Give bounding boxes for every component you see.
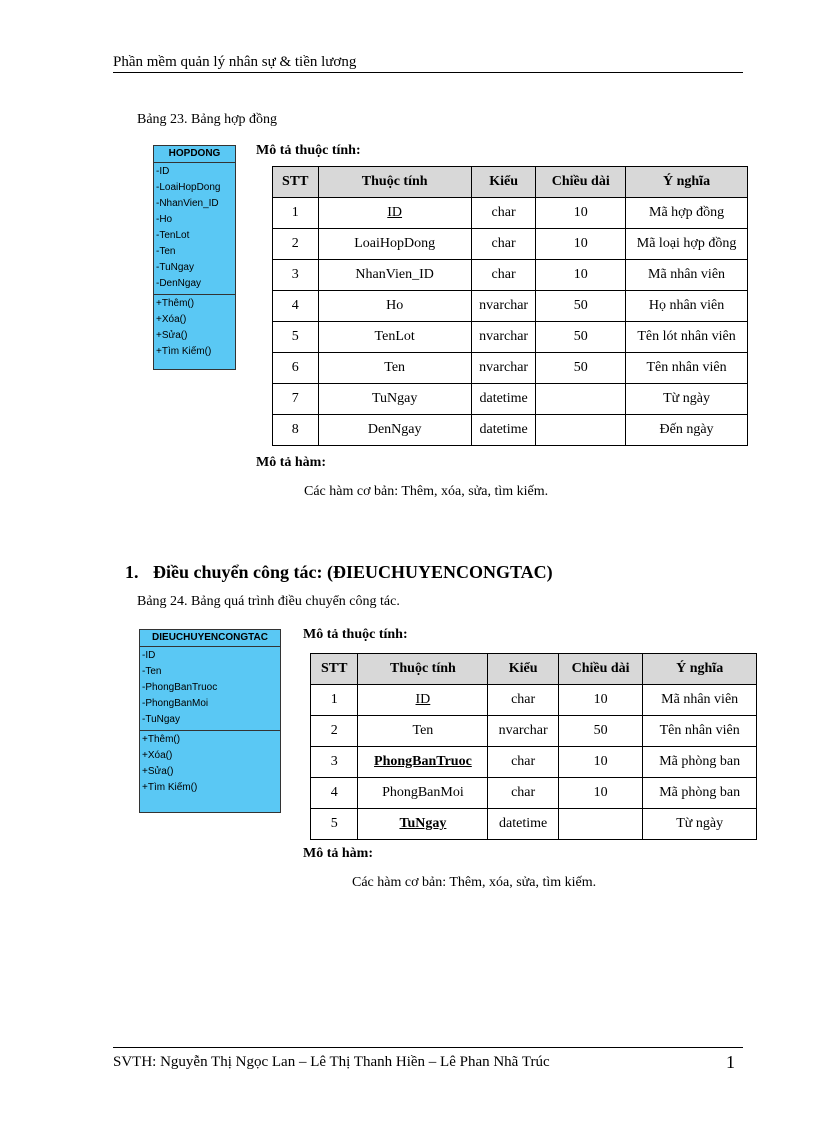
table-cell: Mã phòng ban xyxy=(643,778,757,809)
uml-member: -ID xyxy=(156,166,170,177)
uml-operations xyxy=(140,731,280,796)
table-cell: 10 xyxy=(536,260,626,291)
table-row xyxy=(273,198,748,229)
hopdong-uml-class-box xyxy=(153,145,236,370)
page-header-title: Phần mềm quản lý nhân sự & tiền lương xyxy=(113,54,357,70)
table-cell: char xyxy=(471,260,536,291)
table-cell: 10 xyxy=(558,685,643,716)
table-cell: nvarchar xyxy=(471,353,536,384)
table-cell: Ten xyxy=(358,716,488,747)
table-cell: datetime xyxy=(471,415,536,446)
table-cell xyxy=(558,809,643,840)
table-cell: 10 xyxy=(558,747,643,778)
table-cell: 3 xyxy=(273,260,319,291)
table24-func-text: Các hàm cơ bản: Thêm, xóa, sửa, tìm kiếm. xyxy=(352,875,597,890)
table-header-row xyxy=(273,167,748,198)
uml-member: -DenNgay xyxy=(156,278,202,289)
footer-authors: SVTH: Nguyễn Thị Ngọc Lan – Lê Thị Thanh Hiền – Lê Phan Nhã Trúc xyxy=(113,1054,550,1070)
table-cell: 1 xyxy=(273,198,319,229)
table-cell: Mã loại hợp đồng xyxy=(626,229,748,260)
table-cell: 10 xyxy=(536,198,626,229)
table-cell: 50 xyxy=(558,716,643,747)
table-cell: Mã nhân viên xyxy=(643,685,757,716)
table-cell: DenNgay xyxy=(318,415,471,446)
footer-divider xyxy=(113,1047,743,1048)
table-cell: Ho xyxy=(318,291,471,322)
table24-attr-heading: Mô tả thuộc tính: xyxy=(303,627,408,642)
uml-attributes xyxy=(140,647,280,731)
table-cell: Tên nhân viên xyxy=(626,353,748,384)
table-cell: 50 xyxy=(536,291,626,322)
table-cell: LoaiHopDong xyxy=(318,229,471,260)
table23-func-heading: Mô tả hàm: xyxy=(256,455,326,470)
uml-member: +Xóa() xyxy=(156,314,187,325)
uml-member: -Ho xyxy=(156,214,173,225)
table-cell: Mã phòng ban xyxy=(643,747,757,778)
table23-func-text: Các hàm cơ bản: Thêm, xóa, sửa, tìm kiếm. xyxy=(304,484,549,499)
table-row xyxy=(311,809,757,840)
uml-member: +Sửa() xyxy=(142,766,174,777)
column-header: Chiều dài xyxy=(536,167,626,198)
uml-member: +Thêm() xyxy=(156,298,195,309)
uml-member: +Tìm Kiếm() xyxy=(142,782,198,793)
table-cell: nvarchar xyxy=(488,716,558,747)
table-cell: Họ nhân viên xyxy=(626,291,748,322)
table-cell: 3 xyxy=(311,747,358,778)
dieuchuyen-uml-class-box xyxy=(139,629,281,813)
table-cell: char xyxy=(471,198,536,229)
uml-attributes xyxy=(154,163,235,295)
table-cell: 6 xyxy=(273,353,319,384)
table-cell: TuNgay xyxy=(318,384,471,415)
table-cell: 50 xyxy=(536,322,626,353)
table24-caption: Bảng 24. Bảng quá trình điều chuyển công tác. xyxy=(137,594,400,609)
table-row xyxy=(273,291,748,322)
uml-member: -ID xyxy=(142,650,156,661)
table-cell: ID xyxy=(318,198,471,229)
table-cell: 7 xyxy=(273,384,319,415)
table-cell: Tên nhân viên xyxy=(643,716,757,747)
column-header: Thuộc tính xyxy=(358,654,488,685)
section-heading xyxy=(125,562,553,583)
column-header: STT xyxy=(311,654,358,685)
table-cell: datetime xyxy=(488,809,558,840)
uml-operations xyxy=(154,295,235,360)
table-cell: 10 xyxy=(536,229,626,260)
table-cell: 5 xyxy=(273,322,319,353)
table23-caption: Bảng 23. Bảng hợp đồng xyxy=(137,112,278,127)
table-cell: char xyxy=(488,778,558,809)
table-cell: datetime xyxy=(471,384,536,415)
table-row xyxy=(311,716,757,747)
table-cell xyxy=(536,415,626,446)
table-cell: 4 xyxy=(273,291,319,322)
table-cell: 5 xyxy=(311,809,358,840)
table-cell: TenLot xyxy=(318,322,471,353)
table-row xyxy=(273,322,748,353)
table-cell: 4 xyxy=(311,778,358,809)
header-divider xyxy=(113,72,743,73)
table-cell: ID xyxy=(358,685,488,716)
table-cell: 10 xyxy=(558,778,643,809)
column-header: Ý nghĩa xyxy=(643,654,757,685)
table-cell: char xyxy=(488,747,558,778)
uml-class-name: HOPDONG xyxy=(154,146,235,163)
uml-class-name: DIEUCHUYENCONGTAC xyxy=(140,630,280,647)
table23-attributes-table xyxy=(272,166,748,446)
table-cell: Từ ngày xyxy=(626,384,748,415)
table-cell: char xyxy=(488,685,558,716)
table-row xyxy=(311,747,757,778)
uml-member: +Sửa() xyxy=(156,330,188,341)
table-row xyxy=(273,229,748,260)
table-cell: PhongBanMoi xyxy=(358,778,488,809)
uml-member: -NhanVien_ID xyxy=(156,198,219,209)
table-row xyxy=(273,353,748,384)
uml-member: -Ten xyxy=(156,246,176,257)
uml-member: -LoaiHopDong xyxy=(156,182,221,193)
uml-member: -PhongBanMoi xyxy=(142,698,209,709)
uml-member: +Tìm Kiếm() xyxy=(156,346,212,357)
table-row xyxy=(273,415,748,446)
table24-attributes-table xyxy=(310,653,757,840)
table-cell: Mã hợp đồng xyxy=(626,198,748,229)
section-number: 1. xyxy=(125,562,139,582)
table-cell: nvarchar xyxy=(471,322,536,353)
table24-func-heading: Mô tả hàm: xyxy=(303,846,373,861)
uml-member: +Xóa() xyxy=(142,750,173,761)
table-cell: Mã nhân viên xyxy=(626,260,748,291)
uml-member: -TuNgay xyxy=(142,714,180,725)
table23-attr-heading: Mô tả thuộc tính: xyxy=(256,143,361,158)
table-row xyxy=(273,260,748,291)
section-title: Điều chuyển công tác: (ĐIEUCHUYENCONGTAC) xyxy=(153,562,553,582)
uml-member: -TenLot xyxy=(156,230,190,241)
table-cell: 8 xyxy=(273,415,319,446)
table-cell: Tên lót nhân viên xyxy=(626,322,748,353)
table-cell: PhongBanTruoc xyxy=(358,747,488,778)
column-header: Kiểu xyxy=(471,167,536,198)
table-cell xyxy=(536,384,626,415)
table-cell: 2 xyxy=(311,716,358,747)
table-cell: nvarchar xyxy=(471,291,536,322)
uml-member: -PhongBanTruoc xyxy=(142,682,218,693)
page-number: 1 xyxy=(726,1052,735,1072)
table-cell: 1 xyxy=(311,685,358,716)
table-cell: Ten xyxy=(318,353,471,384)
uml-member: +Thêm() xyxy=(142,734,181,745)
column-header: Thuộc tính xyxy=(318,167,471,198)
table-header-row xyxy=(311,654,757,685)
table-row xyxy=(311,685,757,716)
uml-member: -Ten xyxy=(142,666,162,677)
column-header: Kiểu xyxy=(488,654,558,685)
table-cell: Từ ngày xyxy=(643,809,757,840)
table-row xyxy=(273,384,748,415)
table-cell: char xyxy=(471,229,536,260)
table-cell: TuNgay xyxy=(358,809,488,840)
table-cell: NhanVien_ID xyxy=(318,260,471,291)
table-cell: 2 xyxy=(273,229,319,260)
table-cell: Đến ngày xyxy=(626,415,748,446)
column-header: STT xyxy=(273,167,319,198)
table-row xyxy=(311,778,757,809)
column-header: Ý nghĩa xyxy=(626,167,748,198)
uml-member: -TuNgay xyxy=(156,262,194,273)
column-header: Chiều dài xyxy=(558,654,643,685)
table-cell: 50 xyxy=(536,353,626,384)
